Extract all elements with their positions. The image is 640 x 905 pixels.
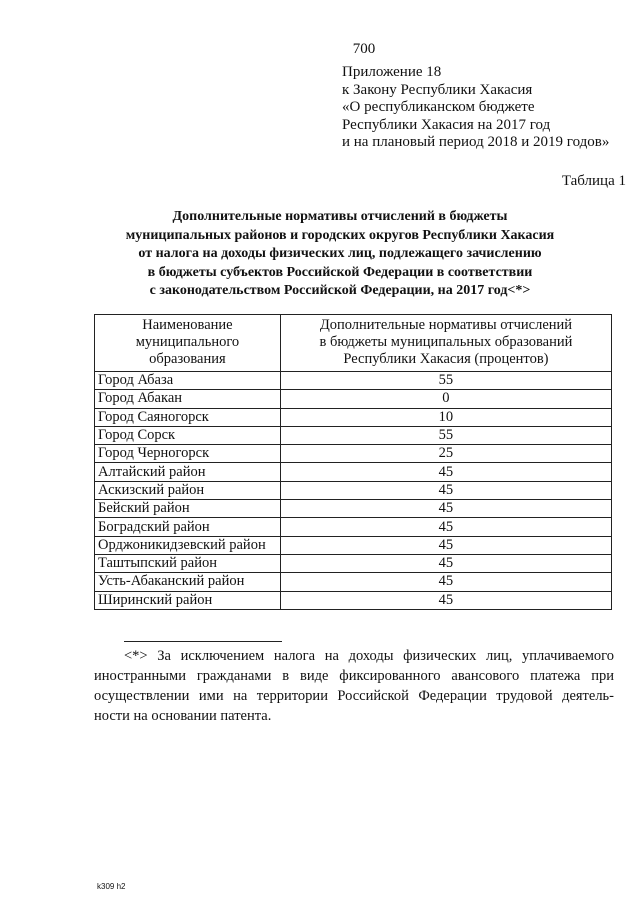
appendix-line: Республики Хакасия на 2017 год [342,116,551,133]
title-line: с законодательством Российской Федерации, на 2017 год<*> [149,283,531,298]
footnote-line: ности на основании патента. [94,708,272,724]
table-row [95,463,612,481]
table-row [95,408,612,426]
footnote [94,646,614,726]
header-line: в бюджеты муниципальных образований [319,334,573,350]
norm-value: 45 [280,591,611,609]
norm-value: 55 [280,426,611,444]
table-row [95,372,612,390]
table-row [95,573,612,591]
municipality-name: Аскизский район [95,481,281,499]
municipality-name: Усть-Абаканский район [95,573,281,591]
appendix-line: и на плановый период 2018 и 2019 годов» [342,134,610,150]
municipality-name: Бейский район [95,500,281,518]
municipality-name: Город Черногорск [95,445,281,463]
appendix-reference [342,64,637,152]
table-row [95,591,612,609]
municipality-name: Город Абаза [95,372,281,390]
municipality-name: Орджоникидзевский район [95,536,281,554]
header-line: Республики Хакасия (процентов) [343,351,549,367]
municipality-name: Город Абакан [95,390,281,408]
title-line: муниципальных районов и городских округов Республики Хакасия [125,227,555,243]
document-code: k309 h2 [97,882,126,891]
footnote-separator [124,641,282,642]
page-number: 700 [352,41,376,57]
norm-value: 45 [280,463,611,481]
norm-value: 45 [280,536,611,554]
title-line: Дополнительные нормативы отчислений в бюджеты [172,209,508,224]
header-norm [280,315,611,372]
norm-value: 10 [280,408,611,426]
table-row [95,518,612,536]
table-row [95,445,612,463]
municipality-name: Боградский район [95,518,281,536]
norm-value: 55 [280,372,611,390]
table-row [95,554,612,572]
municipality-name: Таштыпский район [95,554,281,572]
title-line: в бюджеты субъектов Российской Федерации в соответствии [147,264,533,280]
municipality-name: Алтайский район [95,463,281,481]
document-title [60,208,620,301]
norm-value: 25 [280,445,611,463]
table-row [95,500,612,518]
header-line: муниципального [135,334,240,350]
norm-value: 45 [280,554,611,572]
table-row [95,536,612,554]
table-header-row [95,315,612,372]
norms-table [94,314,612,610]
table-row [95,426,612,444]
header-line: Наименование [142,317,233,333]
table-label: Таблица 1 [561,173,626,189]
norm-value: 0 [280,390,611,408]
norm-value: 45 [280,518,611,536]
footnote-line: осуществлении ими на территории Российской Федерации трудовой деятель- [94,688,614,704]
appendix-line: к Закону Республики Хакасия [342,81,533,98]
appendix-line: Приложение 18 [342,64,442,80]
footnote-line: <*> За исключением налога на доходы физических лиц, уплачиваемого [124,648,614,664]
municipality-name: Город Саяногорск [95,408,281,426]
municipality-name: Ширинский район [95,591,281,609]
header-municipality [95,315,281,372]
norm-value: 45 [280,481,611,499]
header-line: образования [149,351,226,367]
municipality-name: Город Сорск [95,426,281,444]
title-line: от налога на доходы физических лиц, подлежащего зачислению [138,246,542,261]
appendix-line: «О республиканском бюджете [342,99,535,115]
footnote-line: иностранными гражданами в виде фиксированного авансового платежа при [94,668,614,684]
norm-value: 45 [280,573,611,591]
table-row [95,390,612,408]
header-line: Дополнительные нормативы отчислений [319,317,573,333]
norm-value: 45 [280,500,611,518]
table-row [95,481,612,499]
